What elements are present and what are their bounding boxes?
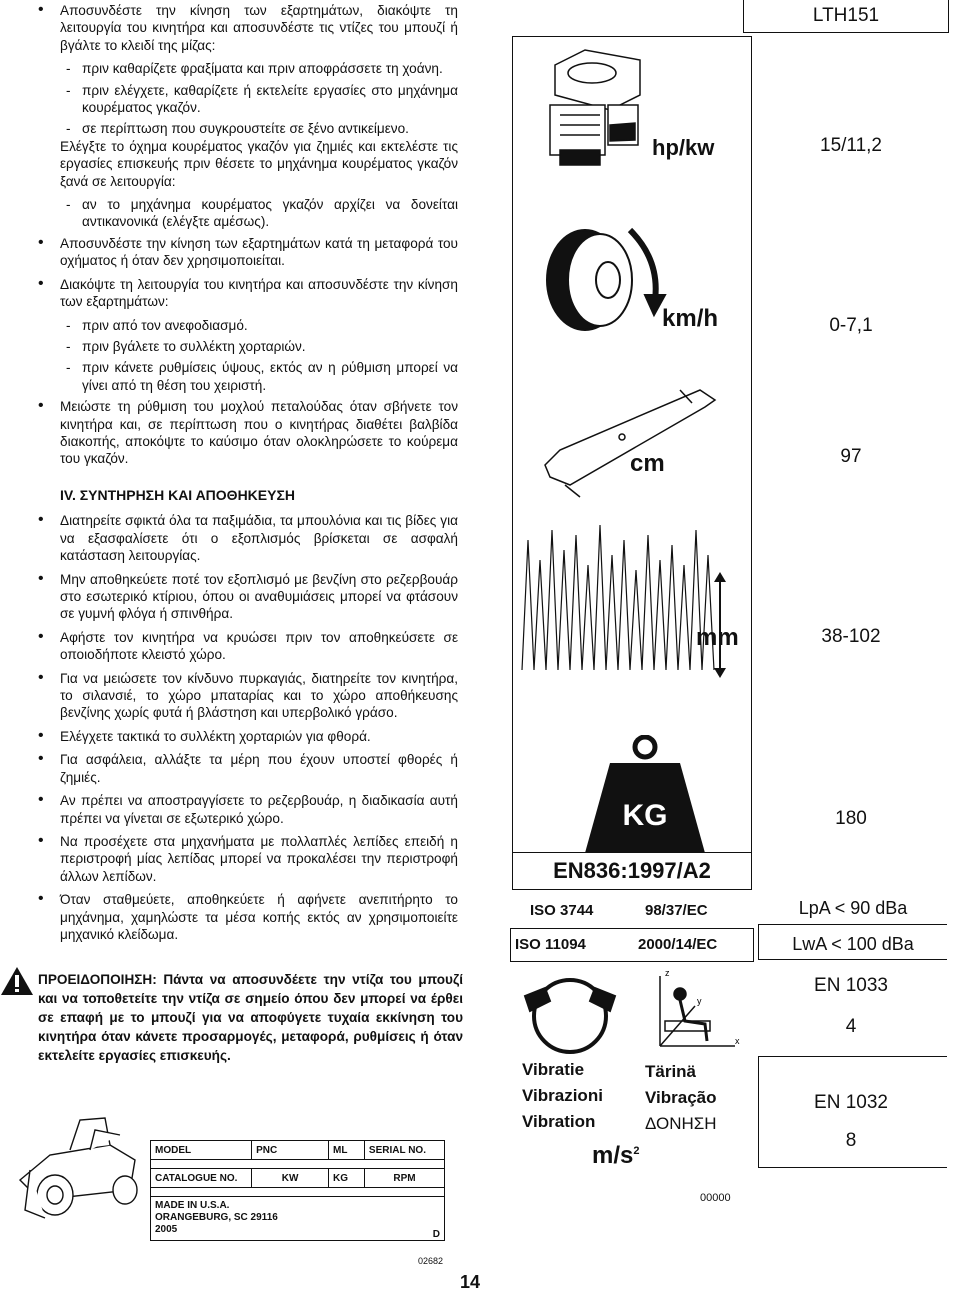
speed-label: km/h	[662, 305, 719, 332]
plate-kw: KW	[252, 1169, 329, 1188]
maint-bullet: • Για να μειώσετε τον κίνδυνο πυρκαγιάς, διατηρείτε τον κινητήρα, το σιλανσιέ, το χώρο μπαταρίας και το χώρο αποθήκευσης βενζίνης χωρίς φυτά ή βλάστηση και υπερβολικό γράσο.	[38, 670, 458, 722]
dash-item: - πριν καθαρίζετε φραξίματα και πριν αποφράσσετε τη χοάνη.	[38, 60, 458, 77]
dash-item: - πριν ελέγχετε, καθαρίζετε ή εκτελείτε εργασίες στο μηχάνημα κουρέματος γκαζόν.	[38, 82, 458, 117]
en836-box	[512, 852, 752, 890]
vib-word: Vibração	[645, 1088, 717, 1107]
plate-d: D	[364, 1197, 444, 1241]
maint-bullet: • Αφήστε τον κινητήρα να κρυώσει πριν τον αποθηκεύσετε σε οποιοδήποτε κλειστό χώρο.	[38, 629, 458, 664]
page-number: 14	[460, 1272, 481, 1292]
plate-ml: ML	[329, 1141, 365, 1160]
height-value: 38-102	[821, 626, 881, 647]
safety-text-column	[38, 2, 458, 474]
plate-model: MODEL	[151, 1141, 252, 1160]
vib-word: Vibratie	[522, 1060, 585, 1079]
bullet-disconnect: • Αποσυνδέστε την κίνηση των εξαρτημάτων, διακόψτε τη λειτουργία του κινητήρα και αποσυνδέστε τις ντίζες του μπουζί ή βγάλτε το κλειδί της μίζας:	[38, 2, 458, 54]
bullet-throttle: • Μειώστε τη ρύθμιση του μοχλού πεταλούδας όταν σβήνετε τον κινητήρα και, σε περίπτωση που ο κινητήρας διαθέτει βαλβίδα διακοπής, αποκόψτε το καύσιμο όταν ολοκληρώσετε το κούρεμα του γκαζόν.	[38, 398, 458, 468]
dash-item: - πριν βγάλετε το συλλέκτη χορταριών.	[38, 338, 458, 355]
directive-2000-14: 2000/14/EC	[638, 936, 718, 953]
plate-kg: KG	[329, 1169, 365, 1188]
plate-rpm: RPM	[364, 1169, 444, 1188]
dash-item: - αν το μηχάνημα κουρέματος γκαζόν αρχίζει να δονείται αντικανονικά (ελέγξτε αμέσως).	[38, 196, 458, 231]
spec-panel	[500, 0, 960, 1295]
dash-item: - πριν από τον ανεφοδιασμό.	[38, 317, 458, 334]
model-box	[743, 0, 949, 33]
axis-z-label: z	[665, 968, 670, 978]
hand-vibration-icon	[515, 966, 625, 1056]
seat-vibration-icon	[635, 966, 745, 1066]
lawn-tractor-illustration	[10, 1100, 160, 1230]
iso-3744: ISO 3744	[530, 902, 594, 919]
power-value: 15/11,2	[820, 135, 882, 156]
vib-word: ΔΟΝΗΣΗ	[645, 1114, 717, 1133]
ms-unit-text: m/s	[592, 1142, 634, 1169]
code-00000: 00000	[700, 1192, 731, 1204]
blade-icon	[540, 385, 720, 505]
dash-item: - σε περίπτωση που συγκρουστείτε σε ξένο αντικείμενο.	[38, 120, 458, 137]
plate-city: ORANGEBURG, SC 29116	[155, 1212, 278, 1223]
warning-triangle-icon	[0, 966, 34, 996]
maint-bullet: • Διατηρείτε σφικτά όλα τα παξιμάδια, τα μπουλόνια και τις βίδες για να εξασφαλίσετε ότι ο εξοπλισμός βρίσκεται σε ασφαλή κατάσταση λειτουργίας.	[38, 512, 458, 564]
plate-year: 2005	[155, 1224, 178, 1235]
section-title: IV. ΣΥΝΤΗΡΗΣΗ ΚΑΙ ΑΠΟΘΗΚΕΥΣΗ	[60, 487, 295, 503]
directive-98-37: 98/37/EC	[645, 902, 708, 919]
maint-bullet: • Όταν σταθμεύετε, αποθηκεύετε ή αφήνετε ανεπιτήρητο το μηχάνημα, χαμηλώστε τα μέσα κοπής εκτός αν χρησιμοποιείτε μηχανικό κλείδωμα.	[38, 891, 458, 943]
iso-row-box	[510, 928, 754, 962]
iso-11094: ISO 11094	[515, 936, 586, 953]
maint-bullet: • Μην αποθηκεύετε ποτέ τον εξοπλισμό με βενζίνη στο ρεζερβουάρ στο εσωτερικό κτίριου, όπου οι αναθυμιάσεις μπορεί να φτάσουν σε γυμνή φλόγα ή σπινθήρα.	[38, 571, 458, 623]
ms-unit	[592, 1142, 639, 1170]
height-label: mm	[696, 624, 739, 651]
engine-icon	[540, 45, 650, 170]
vib-word: Vibration	[522, 1112, 596, 1131]
lwa-value: LwA < 100 dBa	[792, 934, 914, 954]
cut-width-label: cm	[630, 450, 665, 477]
cut-width-value: 97	[840, 446, 862, 467]
lpa-value: LpA < 90 dBa	[798, 898, 908, 918]
maint-bullet: • Ελέγχετε τακτικά το συλλέκτη χορταριών για φθορά.	[38, 728, 458, 745]
kg-icon-text: KG	[622, 799, 668, 832]
weight-value: 180	[835, 808, 867, 829]
en1033-label: EN 1033	[814, 975, 888, 996]
vib-word: Tärinä	[645, 1062, 697, 1081]
power-label: hp/kw	[652, 135, 715, 160]
bullet-transport: • Αποσυνδέστε την κίνηση των εξαρτημάτων κατά τη μεταφορά του οχήματος ή όταν δεν χρησιμοποιείται.	[38, 235, 458, 270]
maint-bullet: • Για ασφάλεια, αλλάξτε τα μέρη που έχουν υποστεί φθορές ή ζημιές.	[38, 751, 458, 786]
rating-plate	[150, 1140, 445, 1241]
maint-bullet: • Αν πρέπει να αποστραγγίσετε το ρεζερβουάρ, η διαδικασία αυτή πρέπει να γίνεται σε εξωτερικό χώρο.	[38, 792, 458, 827]
axis-y-label: y	[697, 996, 702, 1006]
bullet-stop-engine: • Διακόψτε τη λειτουργία του κινητήρα και αποσυνδέστε την κίνηση των εξαρτημάτων:	[38, 276, 458, 311]
speed-value: 0-7,1	[829, 315, 873, 336]
wheel-speed-icon	[530, 200, 670, 340]
warning-text: ΠΡΟΕΙΔΟΠΟΙΗΣΗ: Πάντα να αποσυνδέετε την ντίζα του μπουζί και να τοποθετείτε την ντίζα σε σημείο όπου δεν μπορεί να έρθει σε επαφή με το μπουζί για να αποφύγετε τυχαία εκκίνηση του κινητήρα όταν κάνετε προσαρμογές, μεταφορά, ρυθμίσεις ή όταν εκτελείτε εργασίες επισκευής.	[38, 972, 463, 1063]
grass-height-icon	[520, 520, 748, 680]
model-name: LTH151	[812, 5, 880, 26]
plate-serial: SERIAL NO.	[364, 1141, 444, 1160]
maint-bullet: • Να προσέχετε στα μηχανήματα με πολλαπλές λεπίδες επειδή η περιστροφή μίας λεπίδας μπορεί να προκαλέσει την περιστροφή άλλων λεπίδων.	[38, 833, 458, 885]
plate-code: 02682	[418, 1256, 444, 1266]
vib-word: Vibrazioni	[522, 1086, 603, 1105]
check-paragraph: Ελέγξτε το όχημα κουρέματος γκαζόν για ζημιές και εκτελέστε τις εργασίες επισκευής πριν θέσετε το μηχάνημα κουρέματος γκαζόν ξανά σε λειτουργία:	[60, 138, 458, 189]
weight-kg-icon	[580, 735, 710, 855]
ms-unit-exponent: 2	[633, 1145, 640, 1157]
plate-pnc: PNC	[252, 1141, 329, 1160]
en836-label: EN836:1997/A2	[553, 858, 711, 883]
axis-x-label: x	[735, 1036, 740, 1046]
en1032-label: EN 1032	[814, 1092, 888, 1113]
plate-made: MADE IN U.S.A.	[155, 1200, 230, 1211]
en1033-value: 4	[845, 1016, 857, 1037]
plate-catalogue: CATALOGUE NO.	[151, 1169, 252, 1188]
dash-item: - πριν κάνετε ρυθμίσεις ύψους, εκτός αν η ρύθμιση μπορεί να γίνει από τη θέση του χειριστή.	[38, 359, 458, 394]
maintenance-section	[38, 487, 458, 949]
en1032-value: 8	[845, 1130, 857, 1151]
